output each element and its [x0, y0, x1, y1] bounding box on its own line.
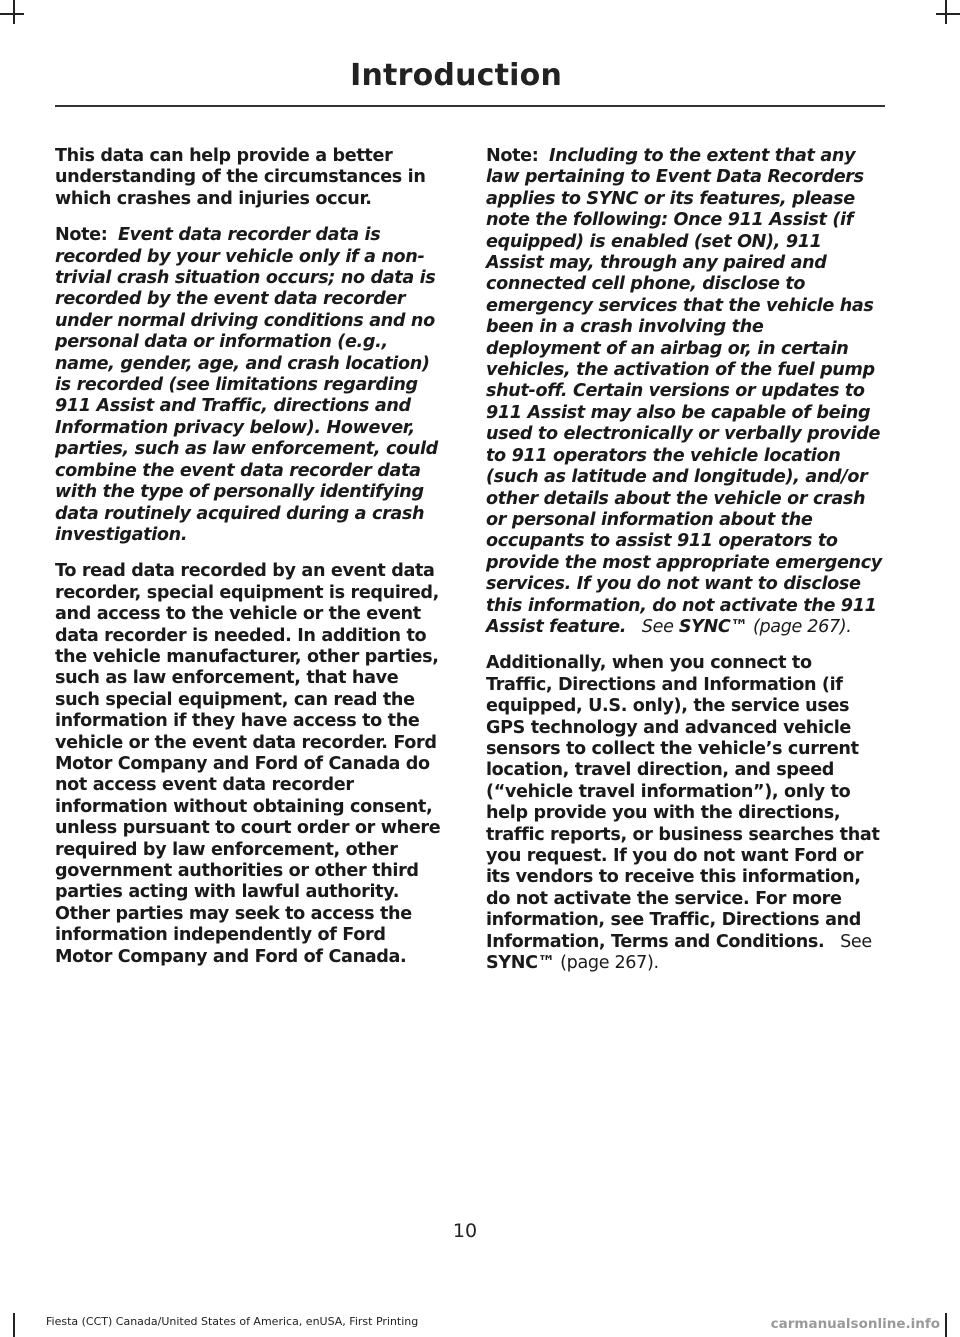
- crop-mark: [13, 0, 15, 24]
- note-label: Note:: [486, 146, 539, 166]
- paragraph: To read data recorded by an event data recorder, special equipment is required, and access to the vehicle or the event data recorder is needed. In addition to the vehicle manufacturer, other parties, such as law enforcement, that have such special equipment, can read the information if they have access to the vehicle or the event data recorder. Ford Motor Company and Ford of Canada do not access event data recorder information without obtaining consent, unless pursuant to court order or where required by law enforcement, other government authorities or other third parties acting with lawful authority. Other parties may seek to access the information independently of Ford Motor Company and Ford of Canada.: [55, 561, 441, 967]
- crop-mark: [945, 1313, 947, 1337]
- note-text: Including to the extent that any law pertaining to Event Data Recorders applies to SYNC or its features, please note the following: Once 911 Assist (if equipped) is enabled (set ON), 911 Assist may, through any paired and connected cell phone, disclose to emergency services that the vehicle has been in a crash involving the deployment of an airbag or, in certain vehicles, the activation of the fuel pump shut-off. Certain versions or updates to 911 Assist may also be capable of being used to electronically or verbally provide to 911 operators the vehicle location (such as latitude and longitude), and/or other details about the vehicle or crash or personal information about the occupants to assist 911 operators to provide the most appropriate emergency services. If you do not want to disclose this information, do not activate the 911 Assist feature.: [486, 146, 882, 637]
- header-divider: [55, 105, 885, 107]
- see-label: See: [641, 616, 674, 637]
- paragraph-text: Additionally, when you connect to Traffic, Directions and Information (if equipped, U.S. only), the service uses GPS technology and advanced vehicle sensors to collect the vehicle’s current location, travel direction, and speed (“vehicle travel information”), only to help provide you with the directions, traffic reports, or business searches that you request. If you do not want Ford or its vendors to receive this information, do not activate the service. For more information, see Traffic, Directions and Information, Terms and Conditions.: [486, 653, 880, 952]
- crop-mark: [945, 0, 947, 24]
- right-column: [486, 146, 882, 989]
- note-paragraph: [486, 146, 882, 638]
- page-title: Introduction: [350, 58, 562, 93]
- page-number: 10: [452, 1220, 478, 1242]
- crop-mark: [0, 13, 24, 15]
- note-label: Note:: [55, 225, 108, 246]
- paragraph: [486, 653, 882, 974]
- footer-text: Fiesta (CCT) Canada/United States of America, enUSA, First Printing: [46, 1315, 419, 1328]
- cross-reference-link[interactable]: SYNC™: [678, 616, 748, 637]
- left-column: [55, 146, 447, 983]
- page-reference: (page 267).: [752, 616, 852, 637]
- crop-mark: [13, 1313, 15, 1337]
- paragraph: This data can help provide a better understanding of the circumstances in which crashes and injuries occur.: [55, 146, 426, 209]
- watermark: carmanualsonline.info: [770, 1316, 940, 1332]
- cross-reference-link[interactable]: SYNC™: [486, 953, 555, 974]
- note-paragraph: [55, 225, 447, 546]
- see-label: See: [840, 931, 872, 952]
- page-reference: (page 267).: [560, 953, 659, 974]
- note-text: Event data recorder data is recorded by your vehicle only if a non-trivial crash situation occurs; no data is recorded by the event data recorder under normal driving conditions and no personal data or information (e.g., name, gender, age, and crash location) is recorded (see limitations regarding 911 Assist and Traffic, directions and Information privacy below). However, parties, such as law enforcement, could combine the event data recorder data with the type of personally identifying data routinely acquired during a crash investigation.: [55, 225, 438, 545]
- crop-mark: [936, 13, 960, 15]
